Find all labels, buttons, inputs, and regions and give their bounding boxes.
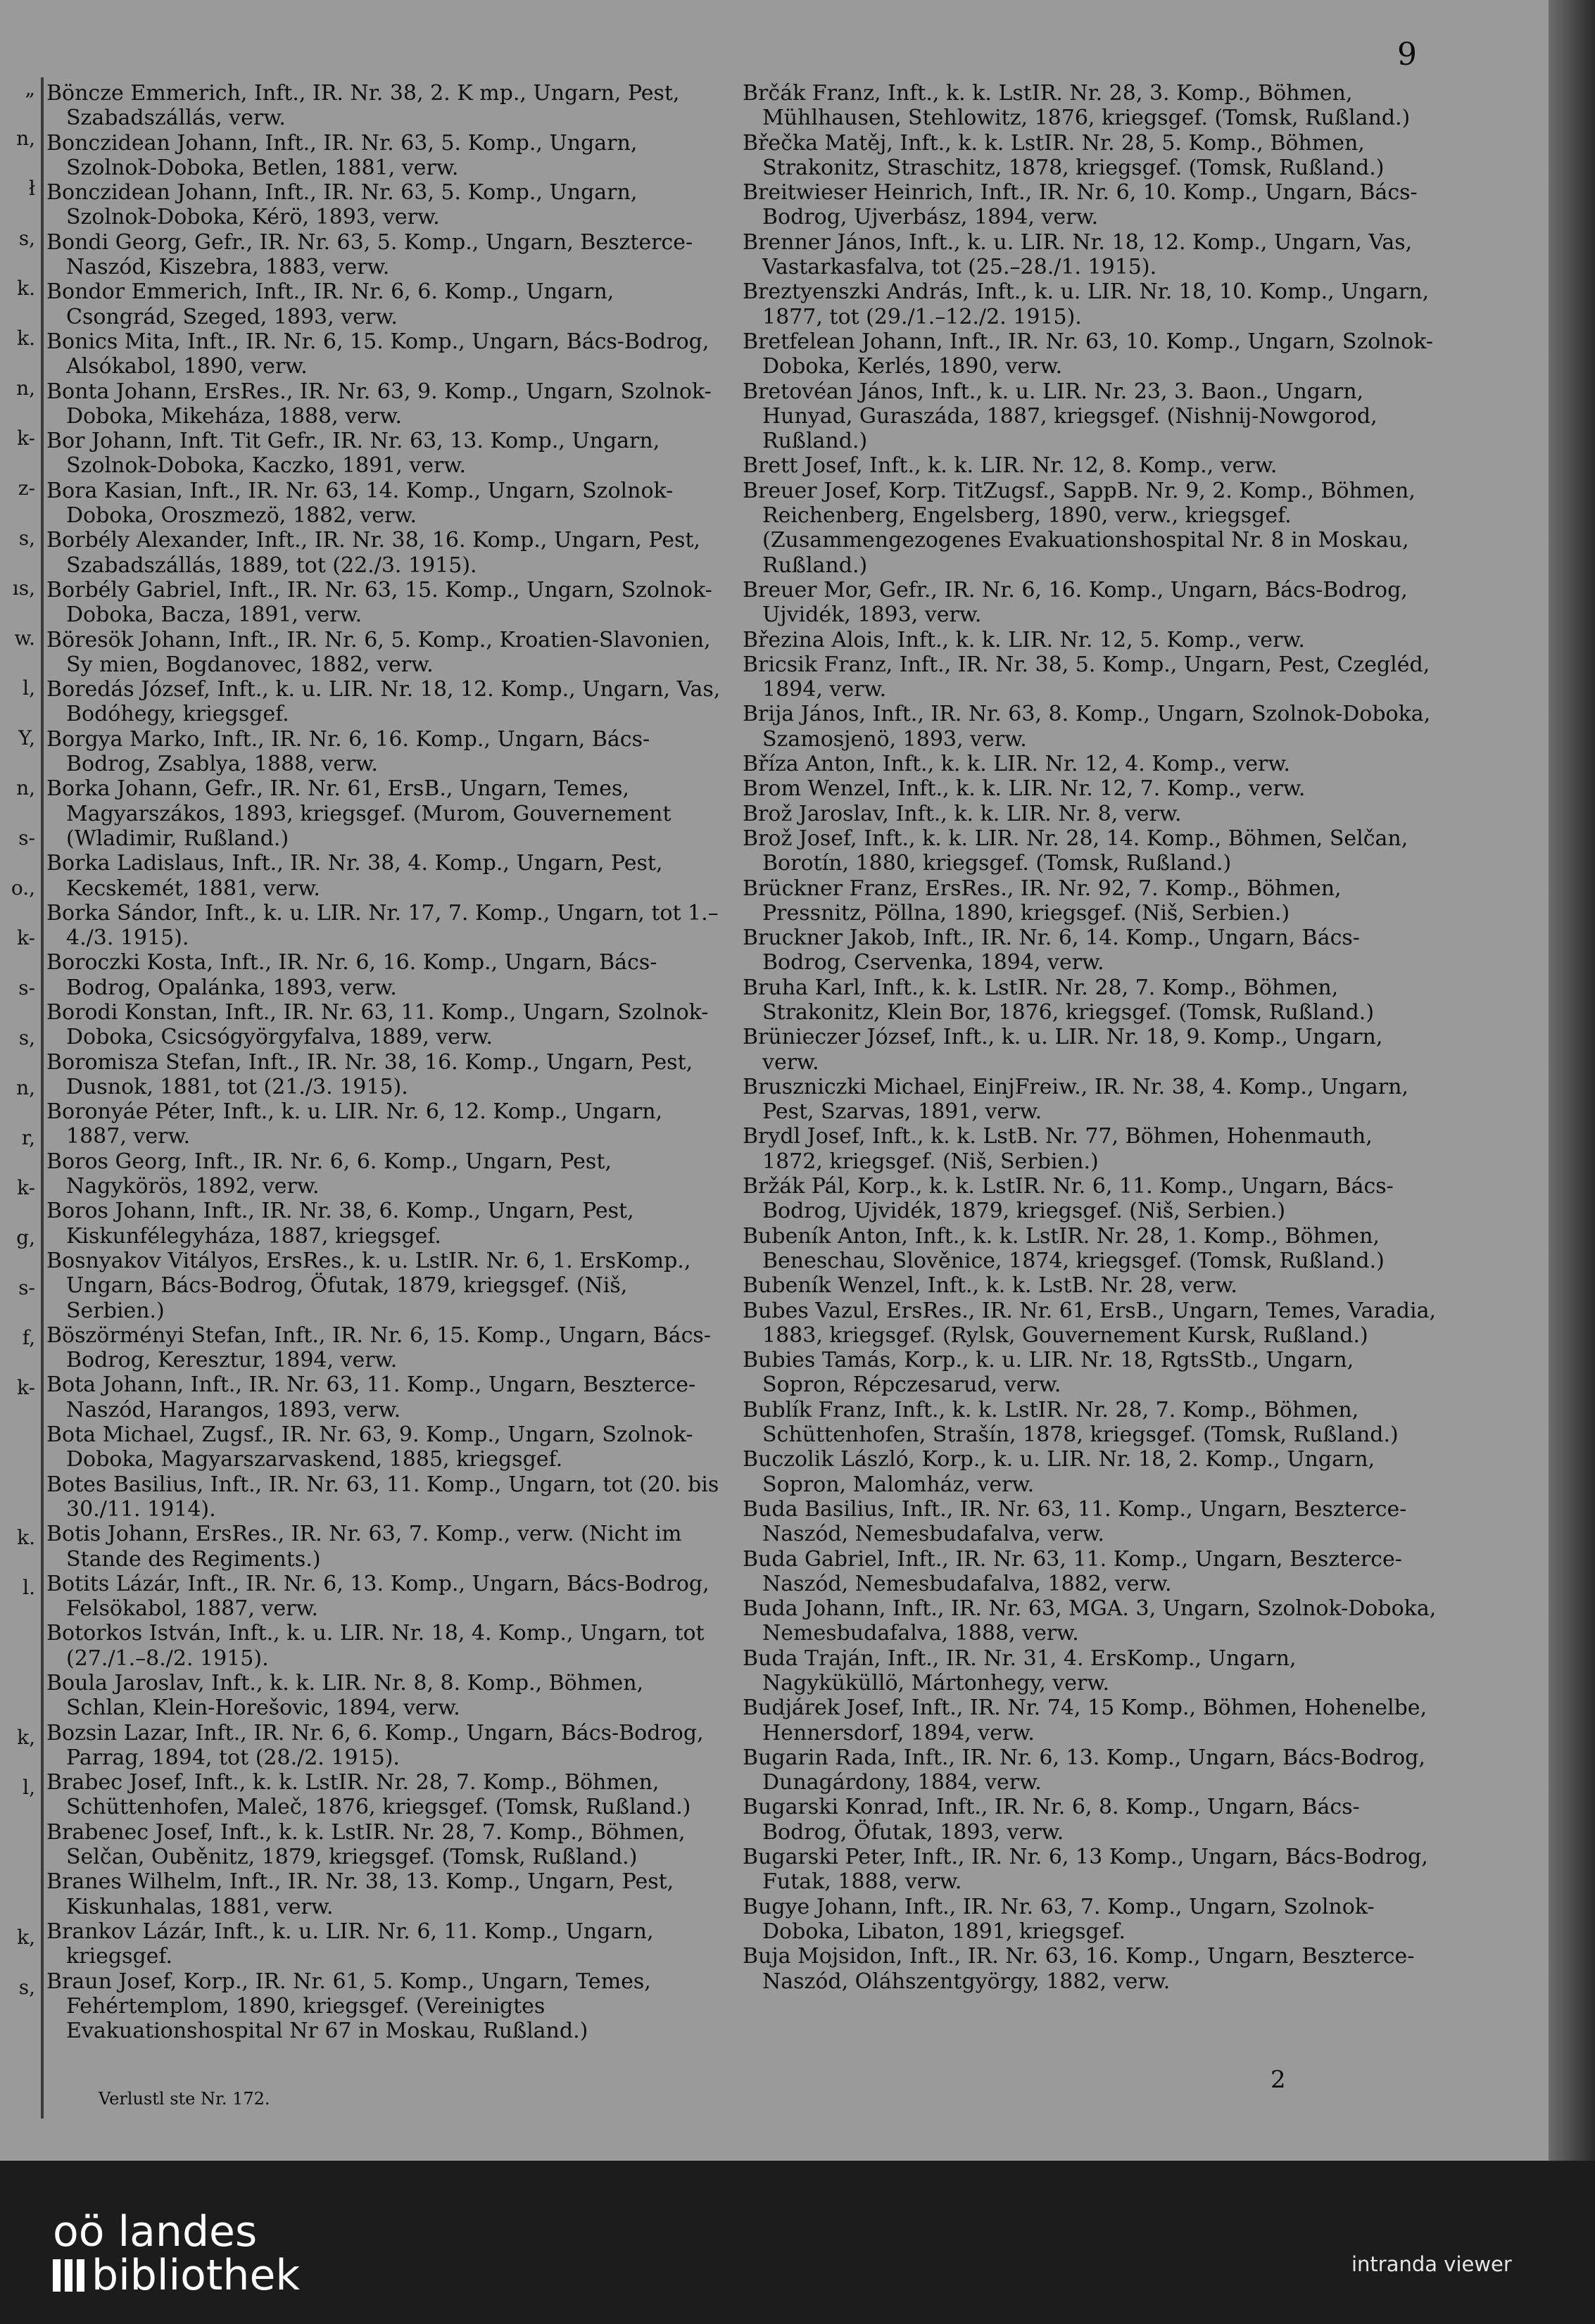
margin-fragment: ł [28,177,35,200]
entry: Bříza Anton, Inft., k. k. LIR. Nr. 12, 4. Komp., verw. [743,752,1290,777]
entry: Bugarin Rada, Inft., IR. Nr. 6, 13. Komp., Ungarn, Bács-Bodrog, Dunagárdony, 1884, verw. [743,1745,1425,1795]
entry: Boroczki Kosta, Inft., IR. Nr. 6, 16. Komp., Ungarn, Bács-Bodrog, Opalánka, 1893, verw. [46,950,657,1000]
viewer-brand[interactable]: intranda viewer [1351,2252,1512,2276]
margin-fragment [0,1862,39,1912]
left-margin-fragments [0,63,39,2133]
entry: Bonczidean Johann, Inft., IR. Nr. 63, 5. Komp., Ungarn, Szolnok-Doboka, Kérö, 1893, verw. [46,180,638,230]
entry: Buda Basilius, Inft., IR. Nr. 63, 11. Komp., Ungarn, Beszterce-Naszód, Nemesbudafalva, verw. [743,1496,1407,1547]
entry: Breuer Mor, Gefr., IR. Nr. 6, 16. Komp., Ungarn, Bács-Bodrog, Ujvidék, 1893, verw. [743,577,1408,628]
entry: Brož Jaroslav, Inft., k. k. LIR. Nr. 8, verw. [743,801,1182,826]
margin-fragment: s- [18,1276,35,1299]
entry: Botits Lázár, Inft., IR. Nr. 6, 13. Komp., Ungarn, Bács-Bodrog, Felsökabol, 1887, verw. [46,1571,710,1622]
entry: Bubeník Wenzel, Inft., k. k. LstB. Nr. 28, verw. [743,1273,1237,1299]
margin-fragment [0,1413,39,1463]
entry: Buda Gabriel, Inft., IR. Nr. 63, 11. Komp., Ungarn, Beszterce-Naszód, Nemesbudafalva, 1882, verw. [743,1546,1402,1596]
entry: Bretfelean Johann, Inft., IR. Nr. 63, 10. Komp., Ungarn, Szolnok-Doboka, Kerlés, 1890, verw. [743,329,1434,379]
entry: Bozsin Lazar, Inft., IR. Nr. 6, 6. Komp., Ungarn, Bács-Bodrog, Parrag, 1894, tot (28./2. 1915). [46,1720,704,1770]
margin-fragment [0,1662,39,1712]
entry: Botorkos István, Inft., k. u. LIR. Nr. 18, 4. Komp., Ungarn, tot (27./1.–8./2. 1915). [46,1621,705,1671]
entry: Bonta Johann, ErsRes., IR. Nr. 63, 9. Komp., Ungarn, Szolnok-Doboka, Mikeháza, 1888, verw. [46,379,712,429]
logo-line-1: oö landes [53,2207,258,2256]
entry: Botis Johann, ErsRes., IR. Nr. 63, 7. Komp., verw. (Nicht im Stande des Regiments.) [46,1522,682,1572]
footer-note: Verlustl ste Nr. 172. [99,2089,270,2109]
margin-fragment: g, [16,1226,35,1249]
entry: Borbély Gabriel, Inft., IR. Nr. 63, 15. Komp., Ungarn, Szolnok-Doboka, Bacza, 1891, verw. [46,577,712,628]
entry: Bor Johann, Inft. Tit Gefr., IR. Nr. 63, 13. Komp., Ungarn, Szolnok-Doboka, Kaczko, 1891, verw. [46,429,660,479]
entry: Bosnyakov Vitályos, ErsRes., k. u. LstIR. Nr. 6, 1. ErsKomp., Ungarn, Bács-Bodrog, Öfutak, 1879, kriegsgef. (Niš, Serbien.) [46,1248,691,1323]
entry: Bubies Tamás, Korp., k. u. LIR. Nr. 18, RgtsStb., Ungarn, Sopron, Répczesarud, verw. [743,1348,1354,1398]
entry: Borbély Alexander, Inft., IR. Nr. 38, 16. Komp., Ungarn, Pest, Szabadszállás, 1889, tot (22./3. 1915). [46,528,700,578]
margin-fragment: k- [17,926,35,949]
entry: Brija János, Inft., IR. Nr. 63, 8. Komp., Ungarn, Szolnok-Doboka, Szamosjenö, 1893, verw. [743,702,1431,752]
margin-fragment: k. [17,1526,35,1549]
margin-fragment: l, [23,676,35,700]
entry: Borodi Konstan, Inft., IR. Nr. 63, 11. Komp., Ungarn, Szolnok-Doboka, Csicsógyörgyfalva, 1889, verw. [46,999,709,1050]
margin-fragment: l, [23,1776,35,1799]
margin-fragment: n, [16,127,35,150]
entry: Bublík Franz, Inft., k. k. LstIR. Nr. 28, 7. Komp., Böhmen, Schüttenhofen, Strašín, 1878, kriegsgef. (Tomsk, Rußland.) [743,1397,1399,1448]
entry: Bonczidean Johann, Inft., IR. Nr. 63, 5. Komp., Ungarn, Szolnok-Doboka, Betlen, 1881, verw. [46,130,638,180]
entry: Březina Alois, Inft., k. k. LIR. Nr. 12, 5. Komp., verw. [743,627,1305,652]
margin-fragment [0,2112,39,2133]
entry: Breztyenszki András, Inft., k. u. LIR. Nr. 18, 10. Komp., Ungarn, 1877, tot (29./1.–12./2. 1915). [743,279,1430,329]
margin-fragment: s, [18,227,35,250]
entry: Brom Wenzel, Inft., k. k. LIR. Nr. 12, 7. Komp., verw. [743,776,1306,802]
entry: Boronyáe Péter, Inft., k. u. LIR. Nr. 6, 12. Komp., Ungarn, 1887, verw. [46,1099,663,1149]
entry: Botes Basilius, Inft., IR. Nr. 63, 11. Komp., Ungarn, tot (20. bis 30./11. 1914). [46,1472,719,1522]
entry: Bota Michael, Zugsf., IR. Nr. 63, 9. Komp., Ungarn, Szolnok-Doboka, Magyarszarvaskend, 1885, kriegsgef. [46,1422,693,1472]
margin-fragment [0,1812,39,1862]
margin-fragment: ıs, [12,576,35,600]
margin-fragment: k. [17,327,35,350]
entry: Brož Josef, Inft., k. k. LIR. Nr. 28, 14. Komp., Böhmen, Selčan, Borotín, 1880, kriegsgef. (Tomsk, Rußland.) [743,826,1408,876]
entry: Brückner Franz, ErsRes., IR. Nr. 92, 7. Komp., Böhmen, Pressnitz, Pöllna, 1890, kriegsgef. (Niš, Serbien.) [743,876,1342,926]
entry: Brenner János, Inft., k. u. LIR. Nr. 18, 12. Komp., Ungarn, Vas, Vastarkasfalva, tot (25.–28./1. 1915). [743,229,1413,280]
entry: Boros Georg, Inft., IR. Nr. 6, 6. Komp., Ungarn, Pest, Nagykörös, 1892, verw. [46,1149,612,1199]
entry: Buczolik László, Korp., k. u. LIR. Nr. 18, 2. Komp., Ungarn, Sopron, Malomház, verw. [743,1447,1375,1497]
entry: Bugye Johann, Inft., IR. Nr. 63, 7. Komp., Ungarn, Szolnok-Doboka, Libaton, 1891, kriegsgef. [743,1894,1375,1944]
margin-fragment: „ [25,77,35,100]
margin-fragment [0,1463,39,1513]
entry: Buda Johann, Inft., IR. Nr. 63, MGA. 3, Ungarn, Szolnok-Doboka, Nemesbudafalva, 1888, verw. [743,1596,1437,1646]
page-edge [1549,0,1595,2161]
entry: Břečka Matěj, Inft., k. k. LstIR. Nr. 28, 5. Komp., Böhmen, Strakonitz, Straschitz, 1878, kriegsgef. (Tomsk, Rußland.) [743,130,1385,180]
library-logo[interactable] [53,2207,301,2300]
margin-fragment: s- [18,976,35,999]
entry: Buda Traján, Inft., IR. Nr. 31, 4. ErsKomp., Ungarn, Nagyküküllö, Mártonhegy, verw. [743,1646,1297,1695]
margin-fragment: k, [17,1926,35,1949]
entry: Borgya Marko, Inft., IR. Nr. 6, 16. Komp., Ungarn, Bács-Bodrog, Zsablya, 1888, verw. [46,726,650,777]
entry: Borka Johann, Gefr., IR. Nr. 61, ErsB., Ungarn, Temes, Magyarszákos, 1893, kriegsgef. (Murom, Gouvernement (Wladimir, Rußland.) [46,776,672,851]
margin-fragment: z- [18,476,35,500]
margin-fragment: l. [23,1576,35,1599]
entry: Boromisza Stefan, Inft., IR. Nr. 38, 16. Komp., Ungarn, Pest, Dusnok, 1881, tot (21./3. 1915). [46,1049,693,1099]
margin-fragment: k, [17,1726,35,1749]
entry: Boula Jaroslav, Inft., k. k. LIR. Nr. 8, 8. Komp., Böhmen, Schlan, Klein-Horešovic, 1894, verw. [46,1671,644,1721]
entry: Buja Mojsidon, Inft., IR. Nr. 63, 16. Komp., Ungarn, Beszterce-Naszód, Oláhszentgyörgy, 1882, verw. [743,1944,1415,1994]
margin-fragment: r, [21,1126,35,1149]
entry: Bondi Georg, Gefr., IR. Nr. 63, 5. Komp., Ungarn, Beszterce-Naszód, Kiszebra, 1883, verw. [46,229,693,280]
entry: Brabenec Josef, Inft., k. k. LstIR. Nr. 28, 7. Komp., Böhmen, Selčan, Ouběnitz, 1879, kriegsgef. (Tomsk, Rußland.) [46,1819,686,1870]
margin-fragment: s, [18,526,35,550]
margin-fragment: s- [18,826,35,850]
page-number: 9 [1397,37,1417,72]
entry: Brünieczer József, Inft., k. u. LIR. Nr. 18, 9. Komp., Ungarn, verw. [743,1025,1383,1075]
margin-fragment: Y, [18,726,35,750]
entry: Bugarski Konrad, Inft., IR. Nr. 6, 8. Komp., Ungarn, Bács-Bodrog, Öfutak, 1893, verw. [743,1795,1360,1845]
entry: Böszörményi Stefan, Inft., IR. Nr. 6, 15. Komp., Ungarn, Bács-Bodrog, Keresztur, 1894, verw. [46,1322,711,1373]
margin-fragment: k- [17,1176,35,1199]
entry: Breuer Josef, Korp. TitZugsf., SappB. Nr. 9, 2. Komp., Böhmen, Reichenberg, Engelsberg, 1890, verw., kriegsgef. (Zusammengezogenes Evakuationshospital Nr. 8 in Moskau, Rußland.) [743,478,1416,578]
margin-fragment: s, [18,1976,35,1999]
entry: Bubeník Anton, Inft., k. k. LstIR. Nr. 28, 1. Komp., Böhmen, Beneschau, Slověnice, 1874, kriegsgef. (Tomsk, Rußland.) [743,1223,1385,1273]
margin-fragment: f, [22,1326,35,1349]
logo-line-2-row [53,2251,301,2300]
margin-fragment: k. [17,277,35,300]
left-column [46,81,722,2043]
entry: Branes Wilhelm, Inft., IR. Nr. 38, 13. Komp., Ungarn, Pest, Kiskunhalas, 1881, verw. [46,1869,674,1919]
gutter-shadow [41,77,44,2118]
right-column [743,81,1439,1994]
entry: Brydl Josef, Inft., k. k. LstB. Nr. 77, Böhmen, Hohenmauth, 1872, kriegsgef. (Niš, Serbien.) [743,1124,1373,1174]
margin-fragment [0,2062,39,2112]
margin-fragment [0,1612,39,1662]
logo-line-2: bibliothek [92,2251,301,2300]
entry: Bricsik Franz, Inft., IR. Nr. 38, 5. Komp., Ungarn, Pest, Czegléd, 1894, verw. [743,652,1430,702]
margin-fragment: o., [11,876,35,899]
entry: Bondor Emmerich, Inft., IR. Nr. 6, 6. Komp., Ungarn, Csongrád, Szeged, 1893, verw. [46,279,614,329]
entry: Bota Johann, Inft., IR. Nr. 63, 11. Komp., Ungarn, Beszterce-Naszód, Harangos, 1893, verw. [46,1372,696,1422]
entry: Brčák Franz, Inft., k. k. LstIR. Nr. 28, 3. Komp., Böhmen, Mühlhausen, Stehlowitz, 1876, kriegsgef. (Tomsk, Rußland.) [743,81,1411,131]
entry: Bržák Pál, Korp., k. k. LstIR. Nr. 6, 11. Komp., Ungarn, Bács-Bodrog, Ujvidék, 1879, kriegsgef. (Niš, Serbien.) [743,1174,1394,1224]
entry: Boredás József, Inft., k. u. LIR. Nr. 18, 12. Komp., Ungarn, Vas, Bodóhegy, kriegsgef. [46,677,721,727]
entry: Borka Sándor, Inft., k. u. LIR. Nr. 17, 7. Komp., Ungarn, tot 1.–4./3. 1915). [46,900,719,951]
entry: Brankov Lázár, Inft., k. u. LIR. Nr. 6, 11. Komp., Ungarn, kriegsgef. [46,1919,654,1969]
entry: Bruckner Jakob, Inft., IR. Nr. 6, 14. Komp., Ungarn, Bács-Bodrog, Cservenka, 1894, verw. [743,926,1360,975]
entry: Böncze Emmerich, Inft., IR. Nr. 38, 2. K mp., Ungarn, Pest, Szabadszállás, verw. [46,81,680,131]
margin-fragment: k- [17,427,35,450]
margin-fragment: n, [16,776,35,800]
entry: Boros Johann, Inft., IR. Nr. 38, 6. Komp., Ungarn, Pest, Kiskunfélegyháza, 1887, kriegsgef. [46,1199,634,1249]
entry: Bruha Karl, Inft., k. k. LstIR. Nr. 28, 7. Komp., Böhmen, Strakonitz, Klein Bor, 1876, kriegsgef. (Tomsk, Rußland.) [743,975,1375,1025]
entry: Bubes Vazul, ErsRes., IR. Nr. 61, ErsB., Ungarn, Temes, Varadia, 1883, kriegsgef. (Rylsk, Gouvernement Kursk, Rußland.) [743,1298,1437,1348]
entry: Budjárek Josef, Inft., IR. Nr. 74, 15 Komp., Böhmen, Hohenelbe, Hennersdorf, 1894, verw. [743,1695,1427,1745]
margin-fragment: s, [18,1026,35,1049]
entry: Bugarski Peter, Inft., IR. Nr. 6, 13 Komp., Ungarn, Bács-Bodrog, Futak, 1888, verw. [743,1845,1428,1895]
entry: Brett Josef, Inft., k. k. LIR. Nr. 12, 8. Komp., verw. [743,453,1278,479]
logo-bars-icon [53,2259,84,2292]
entry: Böresök Johann, Inft., IR. Nr. 6, 5. Komp., Kroatien-Slavonien, Sy mien, Bogdanovec, 1882, verw. [46,627,711,677]
entry: Braun Josef, Korp., IR. Nr. 61, 5. Komp., Ungarn, Temes, Fehértemplom, 1890, kriegsgef. (Vereinigtes Evakuationshospital Nr 67 in Moskau, Rußland.) [46,1969,651,2044]
margin-fragment: n, [16,377,35,400]
entry: Bruszniczki Michael, EinjFreiw., IR. Nr. 38, 4. Komp., Ungarn, Pest, Szarvas, 1891, verw. [743,1074,1408,1125]
entry: Bonics Mita, Inft., IR. Nr. 6, 15. Komp., Ungarn, Bács-Bodrog, Alsókabol, 1890, verw. [46,329,710,379]
entry: Brabec Josef, Inft., k. k. LstIR. Nr. 28, 7. Komp., Böhmen, Schüttenhofen, Maleč, 1876, kriegsgef. (Tomsk, Rußland.) [46,1770,691,1820]
signature-mark: 2 [1271,2066,1286,2094]
entry: Borka Ladislaus, Inft., IR. Nr. 38, 4. Komp., Ungarn, Pest, Kecskemét, 1881, verw. [46,851,663,901]
margin-fragment: w. [14,626,35,650]
entry: Bretovéan János, Inft., k. u. LIR. Nr. 23, 3. Baon., Ungarn, Hunyad, Guraszáda, 1887, kriegsgef. (Nishnij-Nowgorod, Rußland.) [743,379,1378,454]
margin-fragment: k- [17,1376,35,1399]
margin-fragment [0,2012,39,2062]
entry: Bora Kasian, Inft., IR. Nr. 63, 14. Komp., Ungarn, Szolnok-Doboka, Oroszmezö, 1882, verw. [46,478,674,529]
margin-fragment: n, [16,1076,35,1099]
entry: Breitwieser Heinrich, Inft., IR. Nr. 6, 10. Komp., Ungarn, Bács-Bodrog, Ujverbász, 1894, verw. [743,180,1418,230]
